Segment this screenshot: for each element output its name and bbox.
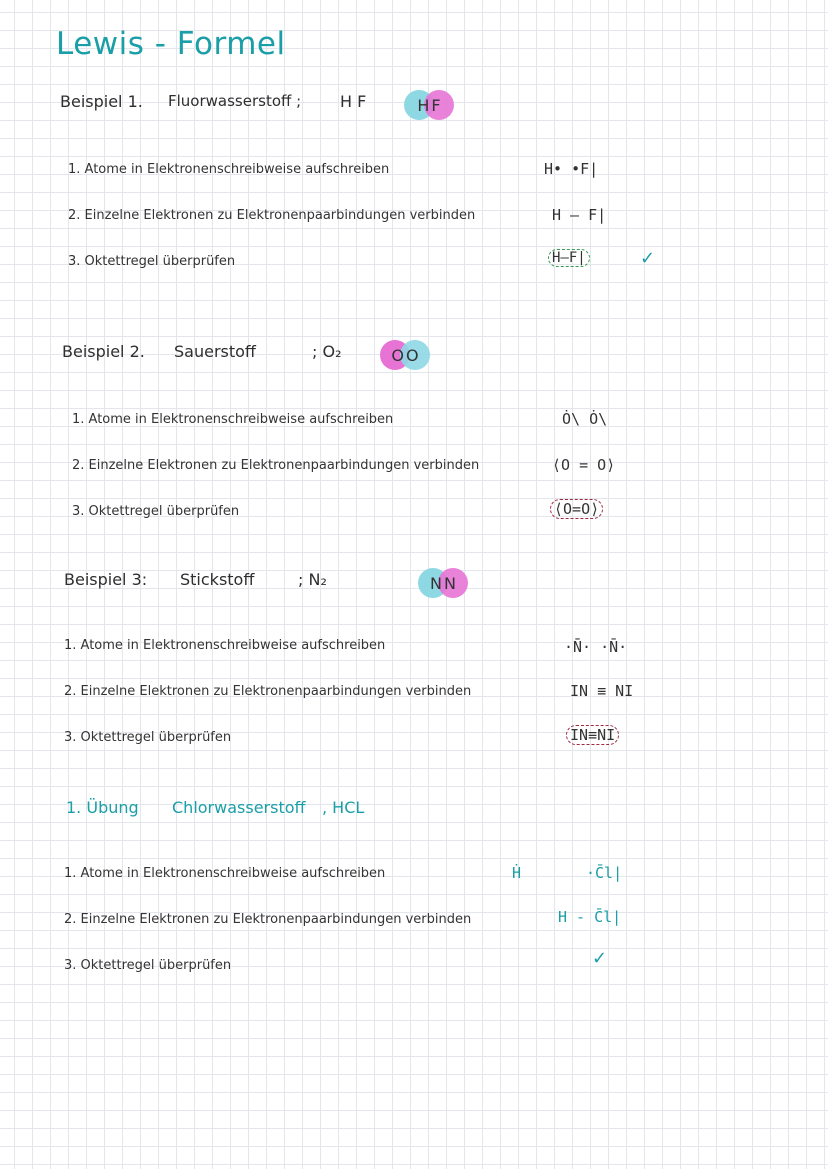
example-3-structure-3 xyxy=(566,726,619,744)
example-2-step-1: 1. Atome in Elektronenschreibweise aufschreiben xyxy=(72,412,394,427)
example-1-step-3: 3. Oktettregel überprüfen xyxy=(68,254,236,269)
check-icon: ✓ xyxy=(640,248,656,269)
page-title: Lewis - Formel xyxy=(56,26,286,62)
example-1-name: Fluorwasserstoff ; xyxy=(168,92,302,110)
example-1-structure-3 xyxy=(548,250,590,266)
molecule-hf-drawing xyxy=(404,90,456,122)
example-2-structure-3 xyxy=(550,500,603,518)
molecule-o2-drawing xyxy=(380,340,432,372)
example-1-step-1: 1. Atome in Elektronenschreibweise aufschreiben xyxy=(68,162,390,177)
molecule-o2-label: OO xyxy=(391,346,421,365)
example-3-step-1: 1. Atome in Elektronenschreibweise aufschreiben xyxy=(64,638,386,653)
example-2-step-3: 3. Oktettregel überprüfen xyxy=(72,504,240,519)
exercise-1-step-2: 2. Einzelne Elektronen zu Elektronenpaarbindungen verbinden xyxy=(64,912,472,927)
example-2-formula: ; O₂ xyxy=(312,342,342,361)
example-2-name: Sauerstoff xyxy=(174,342,256,361)
exercise-1-step-1: 1. Atome in Elektronenschreibweise aufschreiben xyxy=(64,866,386,881)
example-2-structure-1: Ȯ\ Ȯ\ xyxy=(562,410,608,428)
example-2-structure-2: ⟨O = O⟩ xyxy=(552,456,616,474)
exercise-1-name: Chlorwasserstoff xyxy=(172,798,306,817)
octet-h-circle: H—F| xyxy=(548,249,590,267)
example-2-heading: Beispiel 2. xyxy=(62,342,145,361)
example-3-name: Stickstoff xyxy=(180,570,255,589)
exercise-1-atom-h: Ḣ xyxy=(512,864,522,882)
check-icon: ✓ xyxy=(592,948,608,969)
example-3-structure-2: IN ≡ NI xyxy=(570,682,634,700)
exercise-1-structure-2: H - C̄l| xyxy=(558,908,622,926)
octet-n2-circle: IN≡NI xyxy=(566,725,619,745)
example-3-formula: ; N₂ xyxy=(298,570,327,589)
example-1-formula: H F xyxy=(340,92,367,111)
exercise-1-heading: 1. Übung xyxy=(66,798,139,817)
example-3-heading: Beispiel 3: xyxy=(64,570,148,589)
octet-o2-circle: ⟨O=O⟩ xyxy=(550,499,603,519)
exercise-1-formula: , HCL xyxy=(322,798,365,817)
molecule-n2-label: NN xyxy=(430,574,458,593)
molecule-n2-drawing xyxy=(418,568,470,600)
example-2-step-2: 2. Einzelne Elektronen zu Elektronenpaarbindungen verbinden xyxy=(72,458,480,473)
example-1-heading: Beispiel 1. xyxy=(60,92,143,111)
example-3-step-3: 3. Oktettregel überprüfen xyxy=(64,730,232,745)
example-1-structure-1: H• •F| xyxy=(544,160,599,178)
molecule-hf-label: HF xyxy=(417,96,443,115)
exercise-1-step-3: 3. Oktettregel überprüfen xyxy=(64,958,232,973)
example-1-structure-2: H — F| xyxy=(552,206,607,224)
example-1-step-2: 2. Einzelne Elektronen zu Elektronenpaarbindungen verbinden xyxy=(68,208,476,223)
example-3-step-2: 2. Einzelne Elektronen zu Elektronenpaarbindungen verbinden xyxy=(64,684,472,699)
exercise-1-structure-1: ·C̄l| xyxy=(586,864,623,882)
example-3-structure-1: ·N̄· ·N̄· xyxy=(564,638,628,656)
